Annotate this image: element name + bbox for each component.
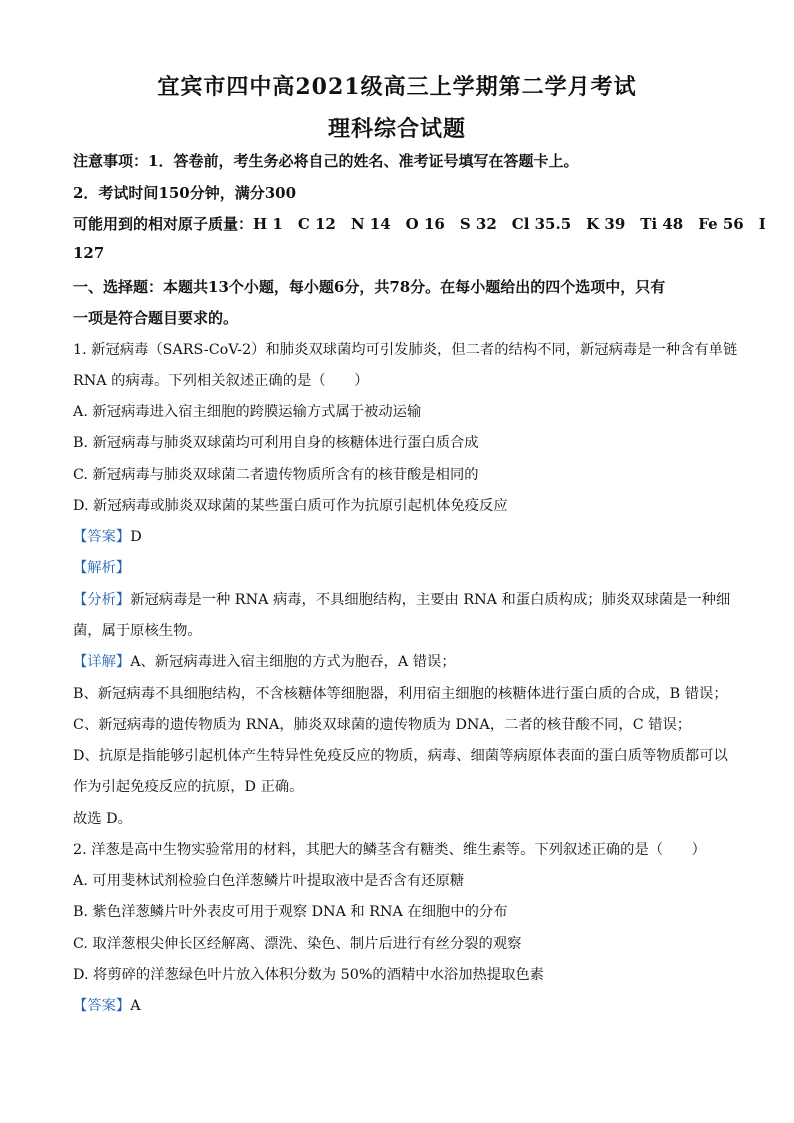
q1-option-b: B. 新冠病毒与肺炎双球菌均可利用自身的核糖体进行蛋白质合成 <box>73 435 479 451</box>
notes-line-4: 127 <box>73 244 105 262</box>
section-heading-2: 一项是符合题目要求的。 <box>73 309 239 327</box>
section-heading-1: 一、选择题：本题共13个小题，每小题6分，共78分。在每小题给出的四个选项中，只有 <box>73 278 666 296</box>
notes-line-1: 注意事项：1．答卷前，考生务必将自己的姓名、准考证号填写在答题卡上。 <box>73 152 579 170</box>
fenxi-text: 新冠病毒是一种 RNA 病毒，不具细胞结构，主要由 RNA 和蛋白质构成；肺炎双球菌是一种细 <box>130 592 731 608</box>
answer-label: 【答案】 <box>73 529 131 545</box>
q1-stem-1: 1. 新冠病毒（SARS-CoV-2）和肺炎双球菌均可引发肺炎，但二者的结构不同，新冠病毒是一种含有单链 <box>73 342 738 358</box>
answer-value: A <box>130 998 141 1014</box>
q2-option-c: C. 取洋葱根尖伸长区经解离、漂洗、染色、制片后进行有丝分裂的观察 <box>73 936 522 952</box>
exam-title: 宜宾市四中高2021级高三上学期第二学月考试 <box>157 74 637 100</box>
notes-line-2: 2．考试时间150分钟，满分300 <box>73 184 297 202</box>
q1-detail-3: C、新冠病毒的遗传物质为 RNA，肺炎双球菌的遗传物质为 DNA，二者的核苷酸不同，C 错误； <box>73 717 692 733</box>
notes-line-3: 可能用到的相对原子质量：H 1 C 12 N 14 O 16 S 32 Cl 35.5 K 39 Ti 48 Fe 56 I <box>73 215 766 233</box>
q1-option-d: D. 新冠病毒或肺炎双球菌的某些蛋白质可作为抗原引起机体免疫反应 <box>73 498 508 514</box>
q1-detail-5: 作为引起免疫反应的抗原，D 正确。 <box>73 779 304 795</box>
analysis-label: 【解析】 <box>73 560 131 576</box>
q2-answer <box>73 995 723 1015</box>
q1-fenxi-1 <box>73 589 731 609</box>
q2-option-d: D. 将剪碎的洋葱绿色叶片放入体积分数为 50%的酒精中水浴加热提取色素 <box>73 967 544 983</box>
detail-text: A、新冠病毒进入宿主细胞的方式为胞吞，A 错误； <box>130 654 456 670</box>
q1-answer <box>73 526 723 546</box>
fenxi-label: 【分析】 <box>73 592 131 608</box>
detail-label: 【详解】 <box>73 654 131 670</box>
exam-subtitle: 理科综合试题 <box>327 116 466 142</box>
q1-conclusion: 故选 D。 <box>73 811 132 827</box>
q2-option-a: A. 可用斐林试剂检验白色洋葱鳞片叶提取液中是否含有还原糖 <box>73 873 465 889</box>
q2-stem: 2. 洋葱是高中生物实验常用的材料，其肥大的鳞茎含有糖类、维生素等。下列叙述正确的是（ ） <box>73 842 706 858</box>
q1-stem-2: RNA 的病毒。下列相关叙述正确的是（ ） <box>73 373 369 389</box>
q1-option-a: A. 新冠病毒进入宿主细胞的跨膜运输方式属于被动运输 <box>73 404 422 420</box>
q1-fenxi-2: 菌，属于原核生物。 <box>73 623 202 639</box>
q1-detail-1 <box>73 651 723 671</box>
answer-label: 【答案】 <box>73 998 131 1014</box>
q1-option-c: C. 新冠病毒与肺炎双球菌二者遗传物质所含有的核苷酸是相同的 <box>73 467 479 483</box>
q1-detail-2: B、新冠病毒不具细胞结构，不含核糖体等细胞器，利用宿主细胞的核糖体进行蛋白质的合成，B 错误； <box>73 686 728 702</box>
q1-detail-4: D、抗原是指能够引起机体产生特异性免疫反应的物质，病毒、细菌等病原体表面的蛋白质等物质都可以 <box>73 748 728 764</box>
q1-analysis-label <box>73 557 723 577</box>
q2-option-b: B. 紫色洋葱鳞片叶外表皮可用于观察 DNA 和 RNA 在细胞中的分布 <box>73 904 508 920</box>
answer-value: D <box>130 529 142 545</box>
